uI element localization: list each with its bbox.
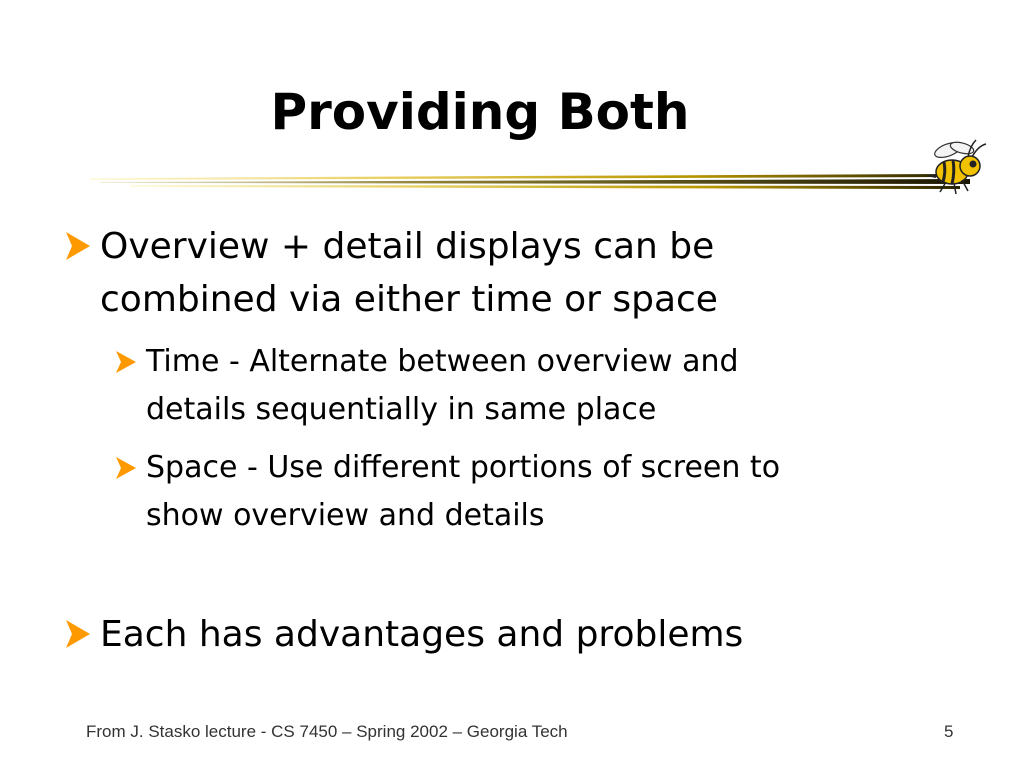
footer-source: From J. Stasko lecture - CS 7450 – Spring 2002 – Georgia Tech [86, 722, 568, 741]
sub-bullet-line-2: details sequentially in same place [146, 392, 657, 427]
slide-title: Providing Both [270, 83, 690, 141]
bullet-text [100, 220, 718, 326]
bullet-item-1 [62, 220, 718, 326]
sub-bullet-line-2: show overview and details [146, 498, 545, 533]
sub-bullet-line-1: Space - Use different portions of screen to [146, 450, 781, 485]
bullet-line-2: combined via either time or space [100, 279, 718, 320]
sub-bullet-line-1: Time - Alternate between overview and [146, 344, 739, 379]
page-number: 5 [944, 722, 954, 741]
sub-bullet-item-1 [112, 338, 739, 434]
sub-bullet-text [146, 338, 739, 434]
bullet-line-1: Each has advantages and problems [100, 614, 744, 655]
bullet-text [100, 608, 743, 661]
sub-bullet-item-2 [112, 444, 780, 540]
arrow-bullet-icon [62, 608, 100, 661]
arrow-bullet-icon [112, 338, 146, 386]
arrow-bullet-icon [62, 220, 100, 273]
title-underline-rule [90, 168, 990, 194]
bullet-line-1: Overview + detail displays can be [100, 226, 715, 267]
bullet-item-2 [62, 608, 743, 661]
yellow-jacket-mascot-icon [918, 136, 992, 198]
arrow-bullet-icon [112, 444, 146, 492]
sub-bullet-text [146, 444, 780, 540]
